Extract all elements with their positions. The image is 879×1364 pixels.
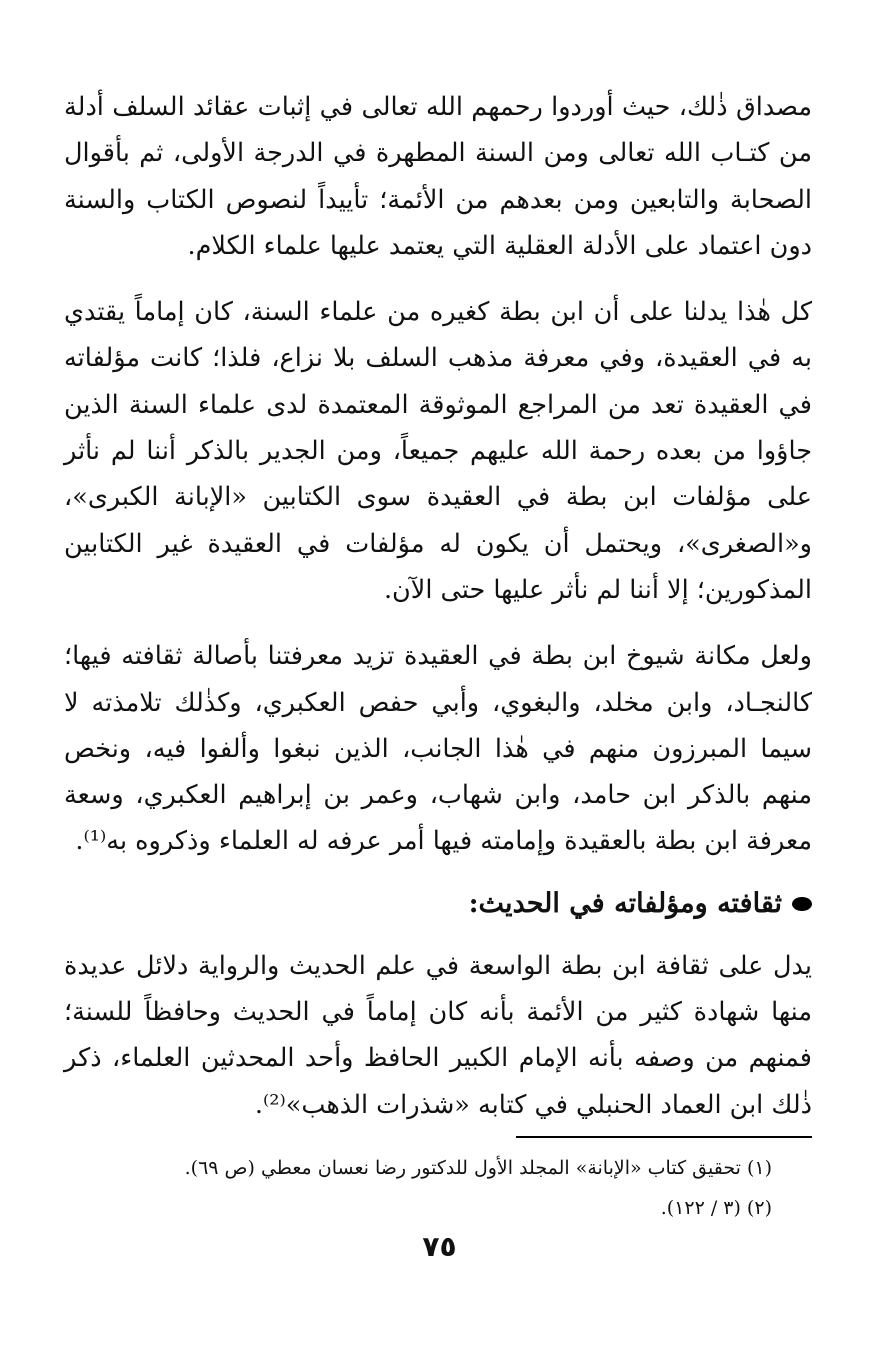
- section-heading: [64, 881, 812, 927]
- section-heading-text: ثقافته ومؤلفاته في الحديث:: [468, 887, 782, 919]
- footnote-2: (٢) (٣ / ١٢٢).: [660, 1196, 772, 1219]
- footnote-1: (١) تحقيق كتاب «الإبانة» المجلد الأول للدكتور رضا نعسان معطي (ص ٦٩).: [184, 1156, 772, 1179]
- page-number: ٧٥: [422, 1230, 457, 1263]
- paragraph-3: ولعل مكانة شيوخ ابن بطة في العقيدة تزيد معرفتنا بأصالة ثقافته فيها؛ كالنجـاد، وابن مخلد، والبغوي، وأبي حفص العكبري، وكذٰلك تلامذته لا سيما المبرزون منهم في هٰذا الجانب، الذين نبغوا وألفوا فيه، ونخص منهم بالذكر ابن حامد، وابن شهاب، وعمر بن إبراهيم العكبري، وسعة معرفة ابن بطة بالعقيدة وإمامته فيها أمر عرفه له العلماء وذكروه به⁽¹⁾.: [64, 641, 812, 857]
- paragraph-1: مصداق ذٰلك، حيث أوردوا رحمهم الله تعالى في إثبات عقائد السلف أدلة من كتـاب الله تعالى ومن السنة المطهرة في الدرجة الأولى، ثم بأقوال الصحابة والتابعين ومن بعدهم من الأئمة؛ تأييداً لنصوص الكتاب والسنة دون اعتماد على الأدلة العقلية التي يعتمد عليها علماء الكلام.: [64, 92, 812, 261]
- paragraph-4: يدل على ثقافة ابن بطة الواسعة في علم الحديث والرواية دلائل عديدة منها شهادة كثير من الأئمة بأنه كان إماماً في الحديث وحافظاً للسنة؛ فمنهم من وصفه بأنه الإمام الكبير الحافظ وأحد المحدثين العلماء، ذكر ذٰلك ابن العماد الحنبلي في كتابه «شذرات الذهب»⁽²⁾.: [64, 950, 812, 1120]
- footnote-divider: [516, 1136, 812, 1138]
- book-page: [64, 84, 812, 1228]
- paragraph-2: كل هٰذا يدلنا على أن ابن بطة كغيره من علماء السنة، كان إماماً يقتدي به في العقيدة، وفي معرفة مذهب السلف بلا نزاع، فلذا؛ كانت مؤلفاته في العقيدة تعد من المراجع الموثوقة المعتمدة لدى علماء السنة الذين جاؤوا من بعده رحمة الله عليهم جميعاً، ومن الجدير بالذكر أننا لم نأثر على مؤلفات ابن بطة في العقيدة سوى الكتابين «الإبانة الكبرى»، و«الصغرى»، ويحتمل أن يكون له مؤلفات في العقيدة غير الكتابين المذكورين؛ إلا أننا لم نأثر عليها حتى الآن.: [64, 297, 812, 605]
- bullet-icon: [792, 897, 812, 911]
